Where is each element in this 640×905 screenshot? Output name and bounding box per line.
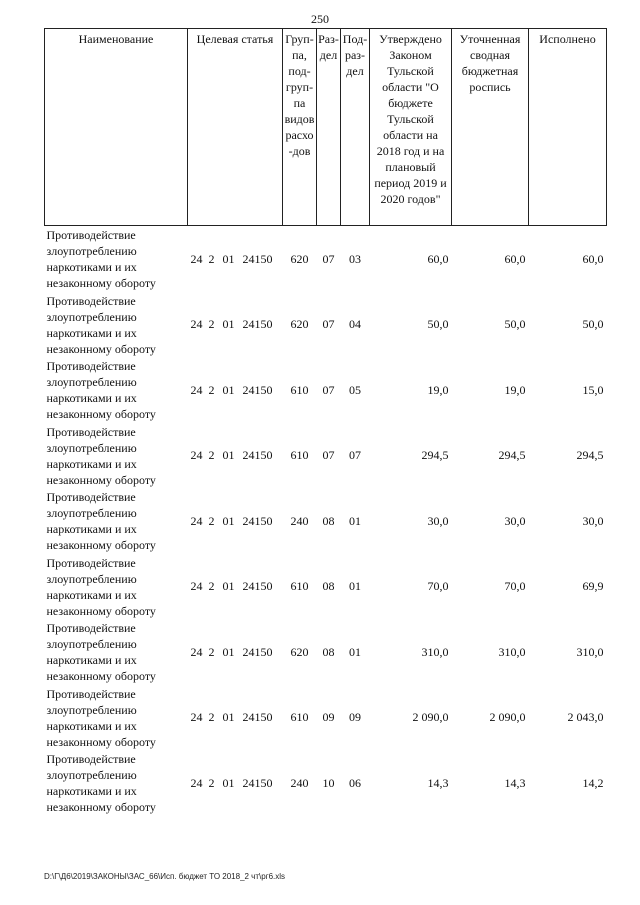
- row-target-article: [188, 226, 283, 292]
- table-row: [45, 292, 607, 358]
- row-executed: 60,0: [582, 251, 604, 266]
- row-refined: 50,0: [504, 317, 526, 332]
- row-section: 07: [322, 382, 335, 397]
- target-subprogram: 2: [208, 710, 215, 725]
- table-row: [45, 750, 607, 816]
- target-direction: 24150: [242, 644, 273, 659]
- table-row: [45, 488, 607, 554]
- row-name: Противодействие злоупотреблению наркотиками и их незаконному обороту: [46, 752, 156, 814]
- table-row: [45, 554, 607, 620]
- row-name: Противодействие злоупотреблению наркотиками и их незаконному обороту: [46, 490, 156, 552]
- target-event: 01: [222, 775, 235, 790]
- row-target-article: [188, 423, 283, 489]
- row-target-article: [188, 488, 283, 554]
- table-row: [45, 619, 607, 685]
- target-program: 24: [190, 644, 203, 659]
- target-event: 01: [222, 644, 235, 659]
- row-refined: 30,0: [504, 513, 526, 528]
- target-direction: 24150: [242, 775, 273, 790]
- row-name: Противодействие злоупотреблению наркотиками и их незаконному обороту: [46, 555, 156, 618]
- row-expense-group: 240: [290, 513, 309, 528]
- header-target-article: Целевая статья: [188, 29, 283, 226]
- row-expense-group: 610: [290, 579, 309, 594]
- row-expense-group: 610: [290, 382, 309, 397]
- row-section: 07: [322, 317, 335, 332]
- row-target-article: [188, 357, 283, 423]
- row-executed: 69,9: [582, 579, 604, 594]
- row-expense-group: 610: [290, 710, 309, 725]
- row-approved: 19,0: [427, 382, 449, 397]
- row-expense-group: 620: [290, 317, 309, 332]
- row-executed: 50,0: [582, 317, 604, 332]
- target-direction: 24150: [242, 579, 273, 594]
- row-subsection: 01: [349, 513, 361, 528]
- row-executed: 14,2: [582, 775, 604, 790]
- row-target-article: [188, 619, 283, 685]
- header-row: [45, 29, 607, 226]
- row-name: Противодействие злоупотреблению наркотиками и их незаконному обороту: [46, 621, 156, 683]
- row-expense-group: 620: [290, 644, 309, 659]
- row-section: 07: [322, 448, 335, 463]
- row-executed: 294,5: [576, 448, 604, 463]
- table-row: [45, 685, 607, 751]
- row-approved: 294,5: [421, 448, 449, 463]
- row-subsection: 01: [349, 644, 361, 659]
- row-name: Противодействие злоупотреблению наркотиками и их незаконному обороту: [46, 293, 156, 356]
- row-refined: 310,0: [498, 644, 526, 659]
- header-subsection: Под-раз-дел: [341, 29, 370, 226]
- row-refined: 294,5: [498, 448, 526, 463]
- target-program: 24: [190, 382, 203, 397]
- target-direction: 24150: [242, 317, 273, 332]
- row-name: Противодействие злоупотреблению наркотиками и их незаконному обороту: [46, 424, 156, 487]
- row-refined: 19,0: [504, 382, 526, 397]
- row-refined: 70,0: [504, 579, 526, 594]
- target-event: 01: [222, 513, 235, 528]
- target-program: 24: [190, 710, 203, 725]
- row-subsection: 03: [349, 251, 361, 266]
- target-direction: 24150: [242, 513, 273, 528]
- target-program: 24: [190, 251, 203, 266]
- target-subprogram: 2: [208, 382, 215, 397]
- row-executed: 30,0: [582, 513, 604, 528]
- row-subsection: 01: [349, 579, 361, 594]
- target-subprogram: 2: [208, 513, 215, 528]
- row-executed: 310,0: [576, 644, 604, 659]
- target-event: 01: [222, 317, 235, 332]
- target-program: 24: [190, 448, 203, 463]
- row-target-article: [188, 554, 283, 620]
- target-event: 01: [222, 382, 235, 397]
- target-event: 01: [222, 251, 235, 266]
- target-subprogram: 2: [208, 775, 215, 790]
- row-approved: 70,0: [427, 579, 449, 594]
- target-event: 01: [222, 448, 235, 463]
- target-subprogram: 2: [208, 251, 215, 266]
- header-executed: Исполнено: [529, 29, 607, 226]
- target-subprogram: 2: [208, 644, 215, 659]
- target-program: 24: [190, 513, 203, 528]
- header-name: Наименование: [45, 29, 188, 226]
- row-target-article: [188, 750, 283, 816]
- row-refined: 14,3: [504, 775, 526, 790]
- target-event: 01: [222, 710, 235, 725]
- table-row: [45, 357, 607, 423]
- page-number: 250: [311, 12, 329, 26]
- row-refined: 60,0: [504, 251, 526, 266]
- row-section: 09: [322, 710, 335, 725]
- header-expense-group: Груп-па, под-груп-па видов расхо-дов: [283, 29, 317, 226]
- target-direction: 24150: [242, 448, 273, 463]
- row-section: 08: [322, 644, 335, 659]
- row-target-article: [188, 685, 283, 751]
- row-subsection: 07: [349, 448, 361, 463]
- target-event: 01: [222, 579, 235, 594]
- target-direction: 24150: [242, 382, 273, 397]
- row-executed: 2 043,0: [567, 710, 604, 725]
- row-name: Противодействие злоупотреблению наркотиками и их незаконному обороту: [46, 359, 156, 421]
- row-subsection: 05: [349, 382, 361, 397]
- target-program: 24: [190, 579, 203, 594]
- row-approved: 310,0: [421, 644, 449, 659]
- row-subsection: 04: [349, 317, 361, 332]
- target-program: 24: [190, 775, 203, 790]
- row-executed: 15,0: [582, 382, 604, 397]
- row-approved: 30,0: [427, 513, 449, 528]
- row-approved: 50,0: [427, 317, 449, 332]
- file-path-footer: D:\Г\Д6\2019\ЗАКОНЫ\ЗАС_66\Исп. бюджет ТО 2018_2 чт\рг6.xls: [44, 872, 286, 881]
- target-program: 24: [190, 317, 203, 332]
- header-section: Раз-дел: [317, 29, 341, 226]
- target-direction: 24150: [242, 710, 273, 725]
- table-body: [45, 226, 607, 816]
- header-approved: Утверждено Законом Тульской области "О бюджете Тульской области на 2018 год и на плановый период 2019 и 2020 годов": [370, 29, 452, 226]
- row-name: Противодействие злоупотреблению наркотиками и их незаконному обороту: [46, 228, 156, 290]
- target-subprogram: 2: [208, 579, 215, 594]
- row-approved: 60,0: [427, 251, 449, 266]
- target-subprogram: 2: [208, 317, 215, 332]
- row-expense-group: 240: [290, 775, 309, 790]
- row-name: Противодействие злоупотреблению наркотиками и их незаконному обороту: [46, 686, 156, 749]
- row-target-article: [188, 292, 283, 358]
- budget-table: [44, 28, 607, 816]
- row-approved: 2 090,0: [412, 710, 449, 725]
- row-expense-group: 620: [290, 251, 309, 266]
- table-row: [45, 423, 607, 489]
- row-section: 08: [322, 579, 335, 594]
- header-refined: Уточненная сводная бюджетная роспись: [452, 29, 529, 226]
- row-expense-group: 610: [290, 448, 309, 463]
- table-row: [45, 226, 607, 292]
- target-subprogram: 2: [208, 448, 215, 463]
- row-subsection: 09: [349, 710, 361, 725]
- row-section: 10: [322, 775, 335, 790]
- row-approved: 14,3: [427, 775, 449, 790]
- row-section: 08: [322, 513, 335, 528]
- row-refined: 2 090,0: [489, 710, 526, 725]
- target-direction: 24150: [242, 251, 273, 266]
- row-subsection: 06: [349, 775, 361, 790]
- row-section: 07: [322, 251, 335, 266]
